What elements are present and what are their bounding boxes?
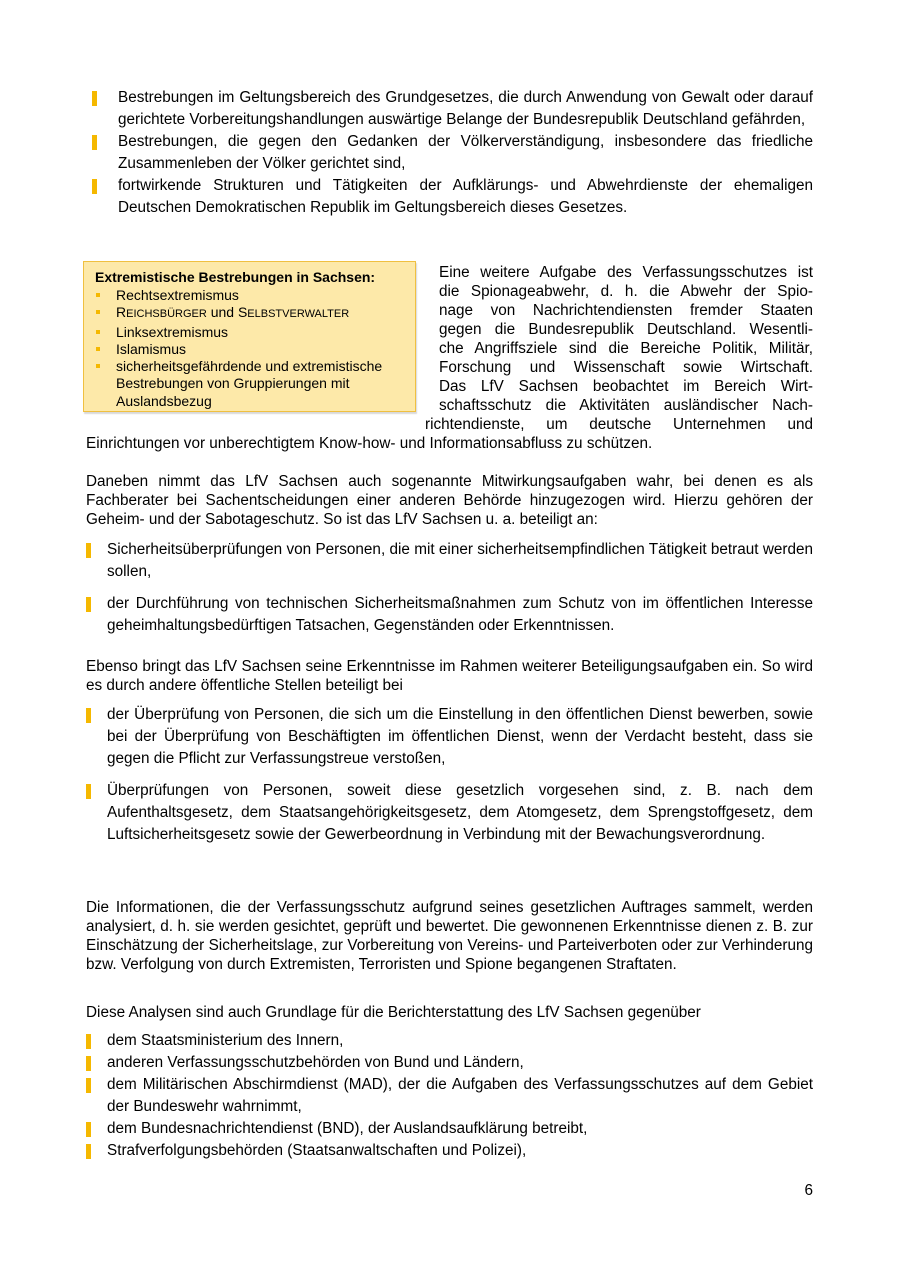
list-beteiligung <box>86 780 813 846</box>
list-item: fortwirkende Strukturen und Tätigkeiten der Aufklärungs- und Abwehrdienste der ehemaligen Deutschen Demokratischen Republik im Geltungsbereich dieses Gesetzes. <box>86 175 813 219</box>
bullet-icon <box>86 1078 91 1093</box>
bullet-icon <box>86 543 91 558</box>
list-item: dem Bundesnachrichtendienst (BND), der Auslandsaufklärung betreibt, <box>86 1118 813 1140</box>
bullet-icon <box>86 1056 91 1071</box>
text-line: die Spionageabwehr, d. h. die Abwehr der Spio- <box>439 283 813 300</box>
bullet-icon <box>92 135 97 150</box>
box-item: Linksextremismus <box>95 324 415 341</box>
square-bullet-icon <box>96 310 100 314</box>
text-line: richtendienste, um deutsche Unternehmen und <box>425 416 813 433</box>
list-item: Bestrebungen, die gegen den Gedanken der Völkerverständigung, insbesondere das friedliche Zusammenleben der Völker gerichtet sind, <box>86 131 813 175</box>
page-number: 6 <box>804 1182 813 1199</box>
text-line: gegen die Bundesrepublik Deutschland. Wesentli- <box>439 321 813 338</box>
extremism-info-box <box>83 261 416 412</box>
list-item: Bestrebungen im Geltungsbereich des Grundgesetzes, die durch Anwendung von Gewalt oder darauf gerichtete Vorbereitungshandlungen auswärtige Belange der Bundesrepublik Deutschland gefährden, <box>86 87 813 131</box>
box-item: Rechtsextremismus <box>95 287 415 304</box>
list-item: anderen Verfassungsschutzbehörden von Bund und Ländern, <box>86 1052 813 1074</box>
list-item: der Überprüfung von Personen, die sich um die Einstellung in den öffentlichen Dienst bewerben, sowie bei der Überprüfung von Beschäftigten im öffentlichen Dienst, wenn der Verdacht besteht, dass sie gegen die Pflicht zur Verfassungstreue verstoßen, <box>86 704 813 770</box>
box-item: REICHSBÜRGER und SELBSTVERWALTER <box>95 304 415 323</box>
list-item: dem Staatsministerium des Innern, <box>86 1030 813 1052</box>
box-item: Islamismus <box>95 341 415 358</box>
text-line: Eine weitere Aufgabe des Verfassungsschutzes ist <box>439 264 813 281</box>
text-line: nage von Nachrichtendiensten fremder Staaten <box>439 302 813 319</box>
box-item: sicherheitsgefährdende und extremistische Bestrebungen von Gruppierungen mit Auslandsbezug <box>95 358 415 410</box>
list-item: Strafverfolgungsbehörden (Staatsanwaltschaften und Polizei), <box>86 1140 813 1162</box>
bullet-icon <box>86 1144 91 1159</box>
list-bericht <box>86 1030 813 1162</box>
list-item: der Durchführung von technischen Sicherheitsmaßnahmen zum Schutz von im öffentlichen Interesse geheimhaltungsbedürftigen Tatsachen, Gegenständen oder Erkenntnissen. <box>86 593 813 637</box>
text-line: che Angriffsziele sind die Bereiche Politik, Militär, <box>439 340 813 357</box>
list-beteiligung <box>86 704 813 770</box>
text-line: Einrichtungen vor unberechtigtem Know-how- und Informationsabfluss zu schützen. <box>86 435 653 452</box>
list-mitwirkung <box>86 593 813 637</box>
box-title: Extremistische Bestrebungen in Sachsen: <box>95 269 376 285</box>
bullet-icon <box>92 91 97 106</box>
text-line: Das LfV Sachsen beobachtet im Bereich Wirt- <box>439 378 813 395</box>
bullet-icon <box>86 708 91 723</box>
bullet-icon <box>86 1034 91 1049</box>
mitwirkung-paragraph: Daneben nimmt das LfV Sachsen auch sogenannte Mitwirkungsaufgaben wahr, bei denen es als Fachberater bei Sachentscheidungen einer anderen Behörde hinzugezogen wird. Hierzu gehören der Geheim- und der Sabotageschutz. So ist das LfV Sachsen u. a. beteiligt an: <box>86 473 813 528</box>
list-mitwirkung <box>86 539 813 583</box>
text-line: schaftsschutz die Aktivitäten ausländischer Nach- <box>439 397 813 414</box>
square-bullet-icon <box>96 364 100 368</box>
square-bullet-icon <box>96 293 100 297</box>
box-list <box>95 287 415 410</box>
spionage-paragraph <box>439 263 813 415</box>
bullet-icon <box>86 597 91 612</box>
bullet-icon <box>86 1122 91 1137</box>
bullet-icon <box>92 179 97 194</box>
square-bullet-icon <box>96 330 100 334</box>
square-bullet-icon <box>96 347 100 351</box>
list-item: Überprüfungen von Personen, soweit diese gesetzlich vorgesehen sind, z. B. nach dem Aufenthaltsgesetz, dem Staatsangehörigkeitsgesetz, dem Atomgesetz, dem Sprengstoffgesetz, dem Luftsicherheitsgesetz sowie der Gewerbeordnung in Verbindung mit der Bewachungsverordnung. <box>86 780 813 846</box>
list-item: dem Militärischen Abschirmdienst (MAD), der die Aufgaben des Verfassungsschutzes auf dem Gebiet der Bundeswehr wahrnimmt, <box>86 1074 813 1118</box>
informationen-paragraph: Die Informationen, die der Verfassungsschutz aufgrund seines gesetzlichen Auftrages sammelt, werden analysiert, d. h. sie werden gesichtet, geprüft und bewertet. Die gewonnenen Erkenntnisse dienen z. B. zur Einschätzung der Sicherheitslage, zur Vorbereitung von Vereins- und Parteiverboten oder zur Verhinderung bzw. Verfolgung von durch Extremisten, Terroristen und Spione begangenen Straftaten. <box>86 899 813 973</box>
bullet-icon <box>86 784 91 799</box>
analysen-paragraph: Diese Analysen sind auch Grundlage für die Berichterstattung des LfV Sachsen gegenüber <box>86 1004 701 1021</box>
beteiligung-paragraph: Ebenso bringt das LfV Sachsen seine Erkenntnisse im Rahmen weiterer Beteiligungsaufgaben ein. So wird es durch andere öffentliche Stellen beteiligt bei <box>86 658 813 694</box>
list-top <box>86 87 813 219</box>
text-line: Forschung und Wissenschaft sowie Wirtschaft. <box>439 359 813 376</box>
list-item: Sicherheitsüberprüfungen von Personen, die mit einer sicherheitsempfindlichen Tätigkeit betraut werden sollen, <box>86 539 813 583</box>
